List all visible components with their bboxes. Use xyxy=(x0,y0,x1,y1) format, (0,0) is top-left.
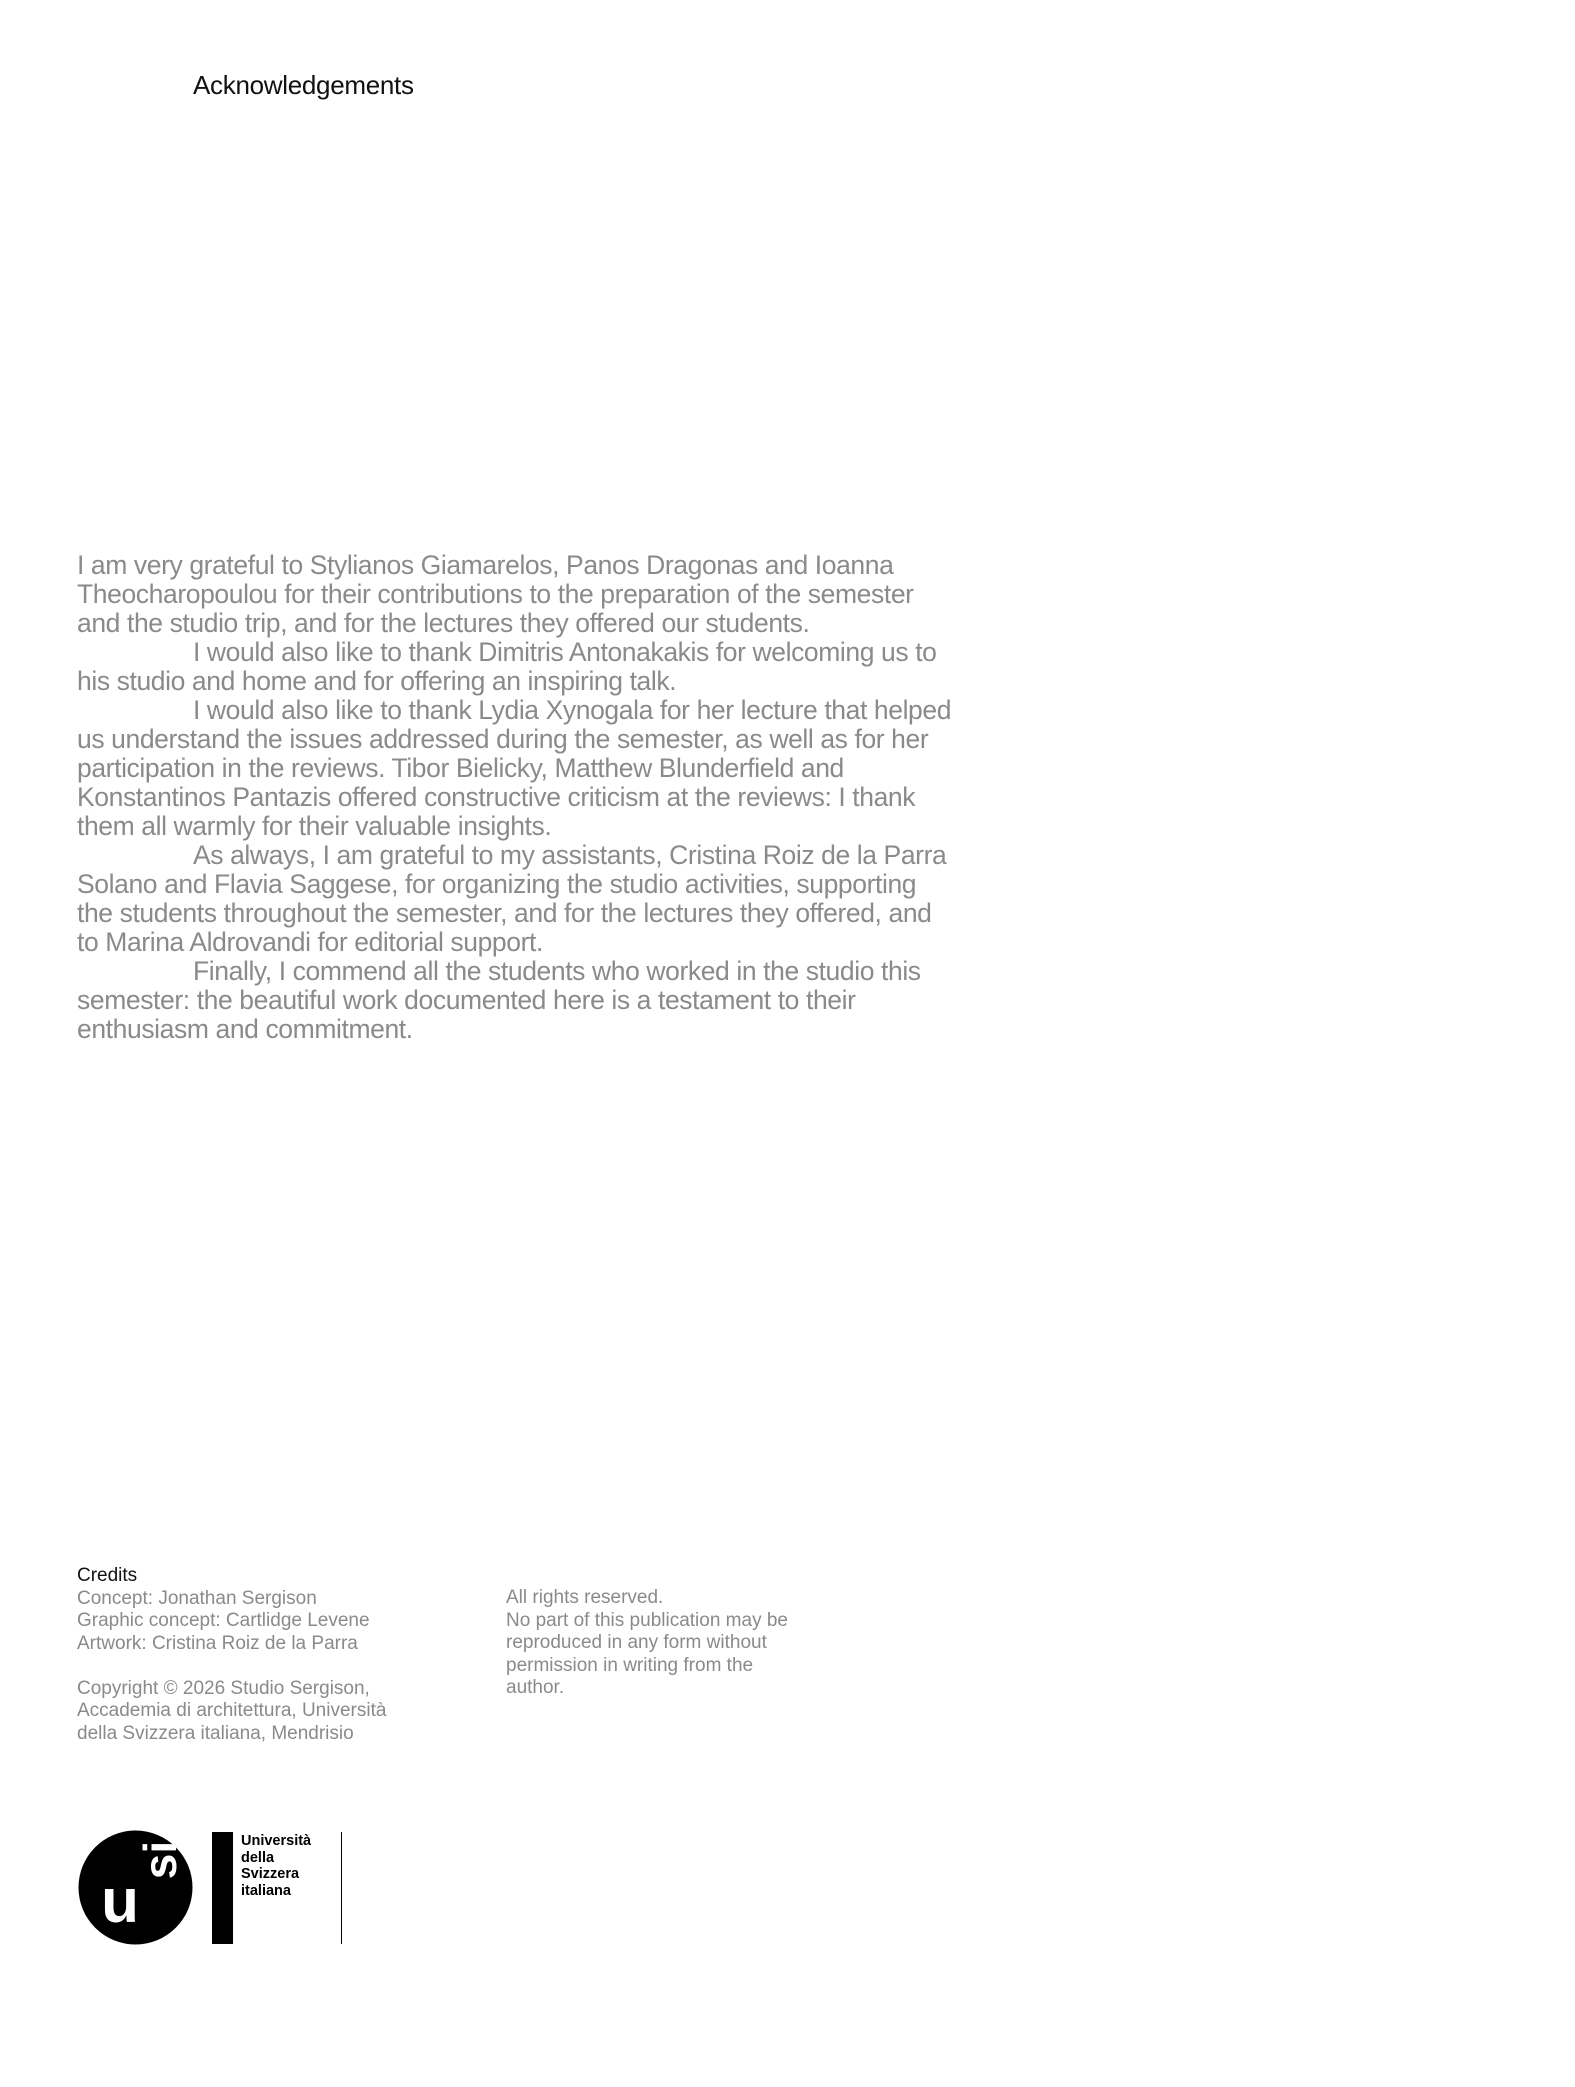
logo-wordmark xyxy=(241,1833,311,1899)
rights-line: permission in writing from the xyxy=(506,1654,754,1676)
credits-block xyxy=(77,1565,477,1745)
logo-word: italiana xyxy=(241,1882,291,1899)
rights-block xyxy=(506,1587,826,1700)
logo-divider xyxy=(341,1832,342,1944)
credit-line: Artwork: Cristina Roiz de la Parra xyxy=(77,1632,358,1654)
paragraph: I am very grateful to Stylianos Giamarelos, Panos Dragonas and Ioanna Theocharopoulou for their contributions to the preparation of the semester and the studio trip, and for the lectures they offered our students. xyxy=(77,550,914,638)
acknowledgements-body xyxy=(77,551,957,1044)
rights-line: reproduced in any form without xyxy=(506,1632,767,1653)
logo-mark-si: si xyxy=(134,1840,186,1880)
credit-line: Concept: Jonathan Sergison xyxy=(77,1587,317,1609)
paragraph: Finally, I commend all the students who worked in the studio this semester: the beautiful work documented here is a testament to their enthusiasm and commitment. xyxy=(77,956,921,1044)
logo-word: Svizzera xyxy=(241,1866,300,1882)
page-title: Acknowledgements xyxy=(193,70,414,100)
paragraph: As always, I am grateful to my assistants, Cristina Roiz de la Parra Solano and Flavia Saggese, for organizing the studio activities, supporting the students throughout the semester, and for the lectures they offered, and to Marina Aldrovandi for editorial support. xyxy=(77,840,947,957)
credits-title: Credits xyxy=(77,1565,138,1586)
copyright-line: Copyright © 2026 Studio Sergison, xyxy=(77,1677,370,1699)
rights-line: author. xyxy=(506,1677,565,1698)
rights-line: All rights reserved. xyxy=(506,1587,664,1608)
logo-bar xyxy=(212,1832,233,1944)
copyright-line: Accademia di architettura, Università xyxy=(77,1700,387,1721)
logo-word: Università xyxy=(241,1833,312,1849)
paragraph: I would also like to thank Lydia Xynogala for her lecture that helped us understand the issues addressed during the semester, as well as for her participation in the reviews. Tibor Bielicky, Matthew Blunderfield and Konstantinos Pantazis offered constructive criticism at the reviews: I thank them all warmly for their valuable insights. xyxy=(77,695,952,841)
paragraph: I would also like to thank Dimitris Antonakakis for welcoming us to his studio and home and for offering an inspiring talk. xyxy=(77,637,937,696)
logo-mark-u: u xyxy=(101,1867,139,1936)
credit-line: Graphic concept: Cartlidge Levene xyxy=(77,1610,370,1631)
spacer xyxy=(77,1655,477,1678)
logo-word: della xyxy=(241,1849,275,1866)
usi-logo-mark-icon xyxy=(78,1830,193,1945)
copyright-line: della Svizzera italiana, Mendrisio xyxy=(77,1722,354,1744)
rights-line: No part of this publication may be xyxy=(506,1609,788,1631)
usi-logo xyxy=(78,1830,378,1950)
